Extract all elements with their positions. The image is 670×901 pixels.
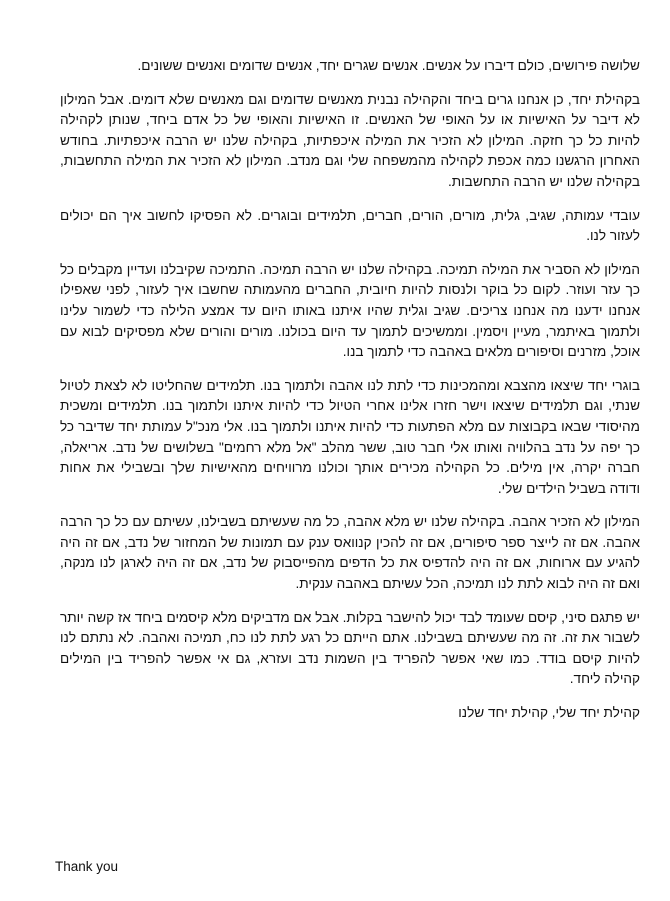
paragraph-3: עובדי עמותה, שגיב, גלית, מורים, הורים, חברים, תלמידים ובוגרים. לא הפסיקו לחשוב איך הם יכולים לעזור לנו. xyxy=(60,207,640,244)
paragraph-4: המילון לא הסביר את המילה תמיכה. בקהילה שלנו יש הרבה תמיכה. התמיכה שקיבלנו ועדיין מקבלים כל כך עזר ועוזר. לקום כל בוקר ולנסות להיות חיובית, החברים מהעמותה שחשבו איך לעזור, לפני שאפילו אנחנו ידענו מה אנחנו צריכים. שגיב וגלית שהיו איתנו באותו היום עד אמצע הלילה כדי לשמור עלינו ולתמוך באיתמר, מעיין ויסמין. וממשיכים לתמוך עד היום בכולנו. מורים והורים שלא מפסיקים לבוא עם אוכל, מזרנים וסיפורים מלאים באהבה כדי לתמוך בנו. xyxy=(60,261,640,360)
paragraph-2: בקהילת יחד, כן אנחנו גרים ביחד והקהילה נבנית מאנשים שדומים וגם מאנשים שלא דומים. אבל המילון לא דיבר על האישיות או על האופי של האנשים. זו האישיות והאופי של כל אדם ביחד, שנותן לקהילה להיות כל כך חזקה. המילון לא הזכיר את המילה איכפתיות, בקהילה שלנו יש הרבה איכפתיות. בחודש האחרון הרגשנו כמה אכפת לקהילה מהמשפחה שלי וגם מנדב. המילון לא הזכיר את המילה התחשבות, בקהילה שלנו יש הרבה התחשבות. xyxy=(60,91,640,189)
thank-you-note: Thank you xyxy=(55,859,119,874)
paragraph-1: שלושה פירושים, כולם דיברו על אנשים. אנשים שגרים יחד, אנשים שדומים ואנשים ששונים. xyxy=(137,58,640,73)
paragraph-7: יש פתגם סיני, קיסם שעומד לבד יכול להישבר בקלות. אבל אם מדביקים מלא קיסמים ביחד אז קשה יותר לשבור את זה. זה מה שעשיתם בשבילנו. אתם הייתם כל רגע לתת לנו כח, תמיכה ואהבה. לא נתתם לנו להיות קיסם בודד. כמו שאי אפשר להפריד בין השמות נדב ועזרא, גם אי אפשר להפריד בין המילים קהילה ליחד. xyxy=(60,609,640,687)
paragraph-5: בוגרי יחד שיצאו מהצבא ומהמכינות כדי לתת לנו אהבה ולתמוך בנו. תלמידים שהחליטו לא לצאת לטיול שנתי, וגם תלמידים שיצאו וישר חזרו אלינו אחרי הטיול כדי להיות איתנו ולתמוך בנו. תלמידים ומשכית מהיסודי שבאו בקבוצות עם מלא הפתעות כדי להיות איתנו ולתמוך בנו. אלי מנכ"ל עמותת יחד שדיבר כל כך יפה על נדב בהלוויה ואותו אלי חבר טוב, ששר מהלב "אל מלא רחמים" בשלושים של נדב. אריאלה, חברה יקרה, אין מילים. כל הקהילה מכירים אותך וכולנו מרוויחים מהאישיות שלך ובשבילי את אחות ודודה בשביל הילדים שלי. xyxy=(60,377,640,496)
paragraph-6: המילון לא הזכיר אהבה. בקהילה שלנו יש מלא אהבה, כל מה שעשיתם בשבילנו, עשיתם עם כל כך הרבה אהבה. אם זה לייצר ספר סיפורים, אם זה להכין קנוואס ענק עם תמונות של המחזור של נדב, אם זה היה להגיע עם ארוחות, אם זה היה להדפיס את כל הדפים מהפייסבוק של נדב, אם זה היה לארגן לנו מנקה, ואם זה היה לבוא לתת לנו תמיכה, הכל עשיתם באהבה ענקית. xyxy=(60,514,640,592)
letter-body xyxy=(60,56,640,724)
signoff-line: קהילת יחד שלי, קהילת יחד שלנו xyxy=(458,705,640,721)
